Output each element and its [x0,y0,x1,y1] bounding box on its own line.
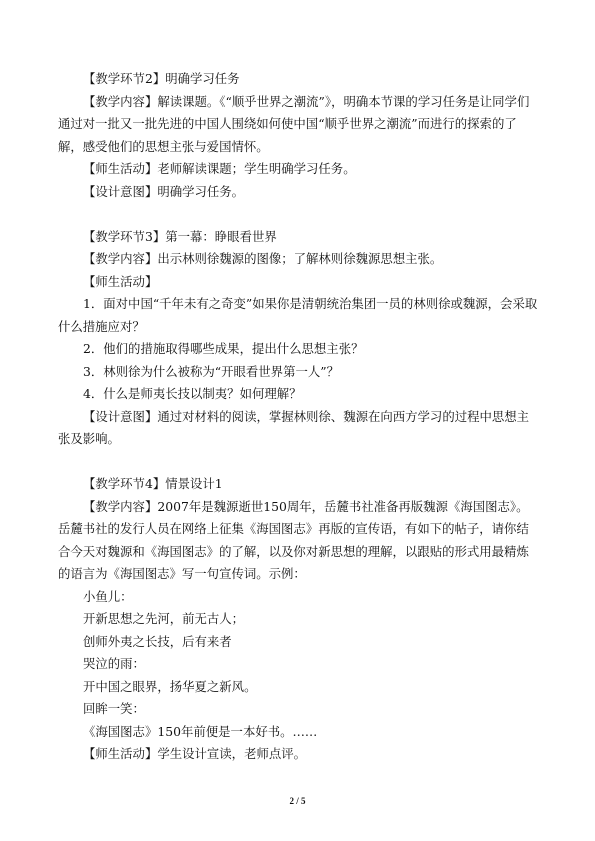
section4-content: 【教学内容】2007年是魏源逝世150周年，岳麓书社准备再版魏源《海国图志》。岳麓书社的发行人员在网络上征集《海国图志》再版的宣传语，有如下的帖子，请你结合今天对魏源和《海国图志》的了解，以及你对新思想的理解，以跟贴的形式用最精炼的语言为《海国图志》写一句宣传词。示例： [58,498,529,581]
section2-intent: 【设计意图】明确学习任务。 [83,183,245,199]
example-author-2: 哭泣的雨： [83,656,145,671]
section2-activity: 【师生活动】老师解读课题；学生明确学习任务。 [83,161,356,176]
section3-intent: 【设计意图】通过对材料的阅读，掌握林则徐、魏源在向西方学习的过程中思想主张及影响。 [58,408,530,446]
example-line: 创师外夷之长技，后有来者 [83,633,232,649]
section2-content: 【教学内容】解读课题。《“顺乎世界之潮流”》，明确本节课的学习任务是让同学们通过对一批又一批先进的中国人围绕如何使中国“顺乎世界之潮流”而进行的探索的了解，感受他们的思想主张与爱国情怀。 [58,93,530,154]
page-number: 2 / 5 [289,796,306,806]
section3-question-2: 2．他们的措施取得哪些成果，提出什么思想主张？ [83,341,364,356]
example-line: 开中国之眼界，扬华夏之新风。 [83,678,257,694]
section3-content: 【教学内容】出示林则徐魏源的图像；了解林则徐魏源思想主张。 [83,251,443,266]
example-line: 开新思想之先河，前无古人； [83,611,245,626]
section4-heading: 【教学环节4】情景设计1 [83,476,223,491]
example-author-3: 回眸一笑： [83,701,145,716]
section2-heading: 【教学环节2】明确学习任务 [83,71,240,86]
section-gap [58,451,538,474]
section4-activity: 【师生活动】学生设计宣读，老师点评。 [83,746,307,761]
example-author-1: 小鱼儿： [83,588,133,604]
section-gap [58,203,538,226]
section3-heading: 【教学环节3】第一幕：睁眼看世界 [83,228,277,244]
section3-question-3: 3．林则徐为什么被称为“开眼看世界第一人”？ [83,363,339,379]
section3-question-4: 4．什么是师夷长技以制夷？如何理解？ [83,386,302,401]
document-body [58,68,538,766]
section3-activity-label: 【师生活动】 [83,273,158,289]
example-line: 《海国图志》150年前便是一本好书。…… [83,723,318,739]
section3-question-1: 1．面对中国“千年未有之奇变”如果你是清朝统治集团一员的林则徐或魏源，会采取什么措施应对？ [58,296,538,334]
